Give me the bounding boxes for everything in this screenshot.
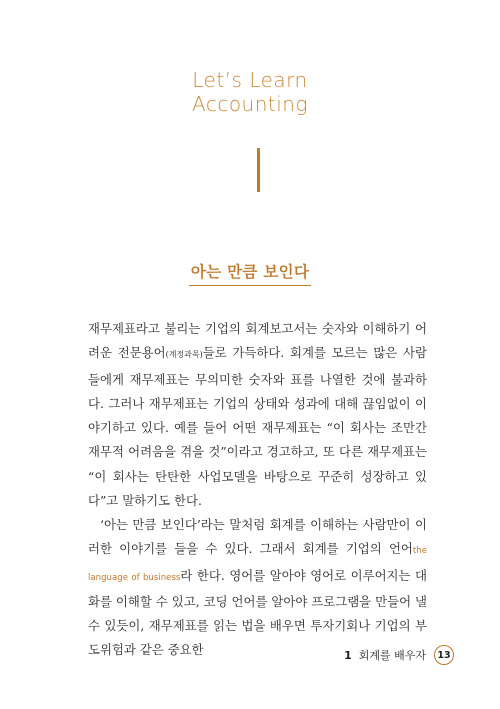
page-number: 13 <box>437 649 451 661</box>
gloss-language-of-business: the language of business <box>88 546 427 583</box>
section-heading <box>0 260 500 286</box>
book-title-line-1: Let’s Learn <box>192 68 308 92</box>
book-title-line-2: Accounting <box>192 92 308 116</box>
paragraph-2-part-a: ‘아는 만큼 보인다’라는 말처럼 회계를 이해하는 사람만이 이러한 이야기를 들을 수 있다. 그래서 회계를 기업의 언어 <box>88 517 427 557</box>
section-heading-text: 아는 만큼 보인다 <box>189 260 311 286</box>
chapter-number: 1 <box>344 648 352 662</box>
chapter-title: 회계를 배우자 <box>358 649 426 662</box>
page-footer <box>344 645 454 665</box>
paragraph-2 <box>88 513 427 663</box>
decorative-vertical-bar <box>257 148 260 192</box>
body-text <box>88 317 427 663</box>
paragraph-1 <box>88 317 427 513</box>
paragraph-2-part-b: 라 한다. 영어를 알아야 영어로 이루어지는 대화를 이해할 수 있고, 코딩 언어를 알아야 프로그램을 만들어 낼 수 있듯이, 재무제표를 읽는 법을 배우면 투자기회나 기업의 부도위험과 같은 중요한 <box>88 567 427 658</box>
paragraph-1-part-b: 들로 가득하다. 회계를 모르는 많은 사람들에게 재무제표는 무의미한 숫자와 표를 나열한 것에 불과하다. 그러나 재무제표는 기업의 상태와 성과에 대해 끊임없이 이야기하고 있다. 예를 들어 어떤 재무제표는 “이 회사는 조만간 재무적 어려움을 겪을 것”이라고 경고하고, 또 다른 재무제표는 “이 회사는 탄탄한 사업모델을 바탕으로 꾸준히 성장하고 있다”고 말하기도 한다. <box>88 345 427 508</box>
book-title <box>0 68 500 116</box>
page-number-badge <box>434 645 454 665</box>
paragraph-1-part-a: 재무제표라고 불리는 기업의 회계보고서는 숫자와 이해하기 어려운 전문용어 <box>88 321 427 361</box>
gloss-account-titles: (계정과목) <box>165 350 203 360</box>
